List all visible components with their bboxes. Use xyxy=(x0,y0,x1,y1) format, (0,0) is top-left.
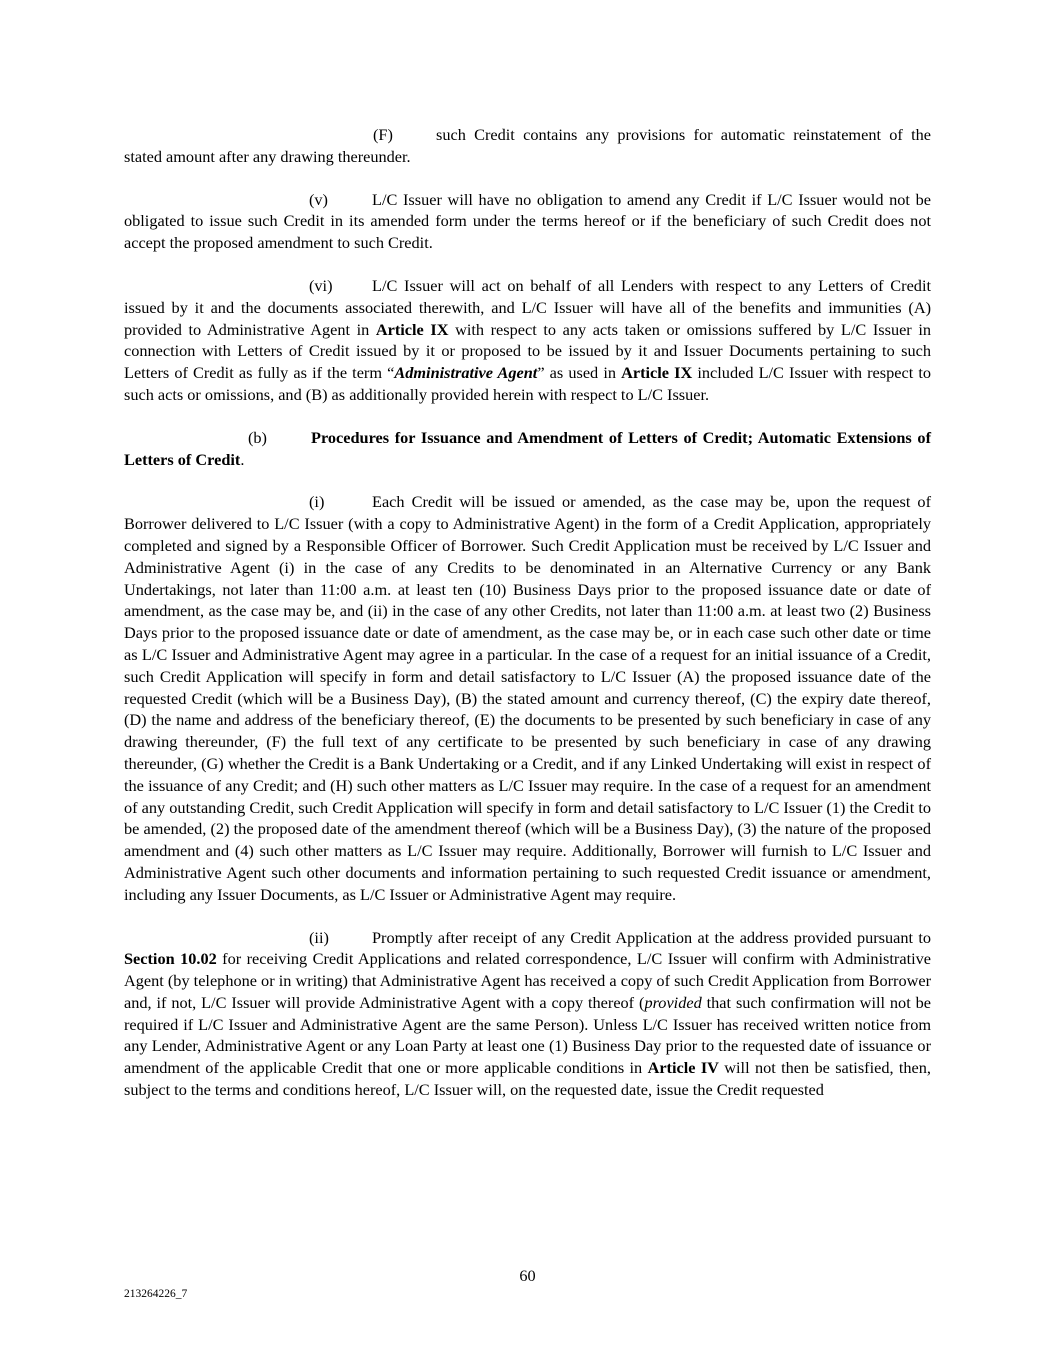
section-heading-b xyxy=(124,427,931,471)
document-body xyxy=(124,124,931,1122)
clause-text: L/C Issuer will act on behalf of all Lenders with respect to any Letters of Credit issued by it and the documents associated therewith, and L/C Issuer will have all of the benefits and immunities (A) provided to Administrative Agent in xyxy=(124,275,931,339)
clause-text: for receiving Credit Applications and related correspondence, L/C Issuer will confirm with Administrative Agent (by telephone or in writing) that Administrative Agent has received a copy of such Credit Application from Borrower and, if not, L/C Issuer will provide Administrative Agent with a copy thereof ( xyxy=(124,949,931,1012)
paragraph-vi xyxy=(124,275,931,406)
paragraph-i xyxy=(124,491,931,905)
article-ref: Article IV xyxy=(647,1058,719,1078)
clause-number: (vi) xyxy=(309,275,333,295)
article-ref: Article IX xyxy=(375,319,449,339)
section-heading: Procedures for Issuance and Amendment of Letters of Credit; Automatic Extensions of Letters of Credit xyxy=(124,427,931,469)
clause-text: L/C Issuer will have no obligation to amend any Credit if L/C Issuer would not be obligated to issue such Credit in its amended form under the terms hereof or if the beneficiary of such Credit does not accept the proposed amendment to such Credit. xyxy=(124,189,931,253)
heading-punctuation: . xyxy=(240,449,245,469)
clause-text: that such confirmation will not be required if L/C Issuer and Administrative Agent are the same Person). Unless L/C Issuer has received written notice from any Lender, Administrative Agent or any Loan Party at least one (1) Business Day prior to the requested date of issuance or amendment of the applicable Credit that one or more applicable conditions in xyxy=(124,992,931,1078)
paragraph-f xyxy=(124,124,931,168)
paragraph-v xyxy=(124,189,931,254)
defined-term: Administrative Agent xyxy=(394,363,538,383)
section-number: (b) xyxy=(248,427,267,447)
clause-number: (F) xyxy=(373,125,393,144)
clause-number: (v) xyxy=(309,189,328,209)
clause-text: included L/C Issuer with respect to such acts or omissions, and (B) as additionally provided herein with respect to L/C Issuer. xyxy=(124,363,932,404)
clause-number: (ii) xyxy=(309,927,329,947)
document-id: 213264226_7 xyxy=(124,1288,188,1300)
clause-text: such Credit contains any provisions for automatic reinstatement of the stated amount after any drawing thereunder. xyxy=(124,125,931,166)
italic-term: provided xyxy=(644,992,702,1012)
clause-text: with respect to any acts taken or omissions suffered by L/C Issuer in connection with Letters of Credit issued by it or proposed to be issued by it and Issuer Documents pertaining to such Letters of Credit as fully as if the term “ xyxy=(124,319,931,383)
clause-text: will not then be satisfied, then, subject to the terms and conditions hereof, L/C Issuer will, on the requested date, issue the Credit requested xyxy=(124,1058,931,1100)
clause-text: Each Credit will be issued or amended, as the case may be, upon the request of Borrower delivered to L/C Issuer (with a copy to Administrative Agent) in the form of a Credit Application, appropriately completed and signed by a Responsible Officer of Borrower. Such Credit Application must be received by L/C Issuer and Administrative Agent (i) in the case of any Credits to be denominated in an Alternative Currency or any Bank Undertakings, not later than 11:00 a.m. at least ten (10) Business Days prior to the proposed issuance date or date of amendment, as the case may be, and (ii) in the case of any other Credits, not later than 11:00 a.m. at least two (2) Business Days prior to the proposed issuance date or date of amendment, as the case may be, or in each case such other date or time as L/C Issuer and Administrative Agent may agree in a particular. In the case of a request for an initial issuance of a Credit, such Credit Application will specify in form and detail satisfactory to L/C Issuer (A) the proposed issuance date of the requested Credit (which will be a Business Day), (B) the stated amount and currency thereof, (C) the expiry date thereof, (D) the name and address of the beneficiary thereof, (E) the documents to be presented by such beneficiary in case of any drawing thereunder, (F) the full text of any certificate to be presented by such beneficiary in case of any drawing thereunder, (G) whether the Credit is a Bank Undertaking or a Credit, and if any Linked Undertaking will exist in respect of the issuance of any Credit; and (H) such other matters as L/C Issuer may require. In the case of a request for an amendment of any outstanding Credit, such Credit Application will specify in form and detail satisfactory to L/C Issuer (1) the Credit to be amended, (2) the proposed date of the amendment thereof (which will be a Business Day), (3) the nature of the proposed amendment and (4) such other matters as L/C Issuer may require. Additionally, Borrower will furnish to L/C Issuer and Administrative Agent such other documents and information pertaining to such requested Credit issuance or amendment, including any Issuer Documents, as L/C Issuer or Administrative Agent may require. xyxy=(124,492,931,904)
article-ref: Article IX xyxy=(621,363,693,383)
clause-text: ” as used in xyxy=(537,363,622,383)
paragraph-ii xyxy=(124,927,931,1101)
page-number: 60 xyxy=(519,1266,536,1285)
clause-number: (i) xyxy=(309,492,325,512)
section-ref: Section 10.02 xyxy=(124,949,217,969)
clause-text: Promptly after receipt of any Credit Application at the address provided pursuant to xyxy=(372,927,931,947)
